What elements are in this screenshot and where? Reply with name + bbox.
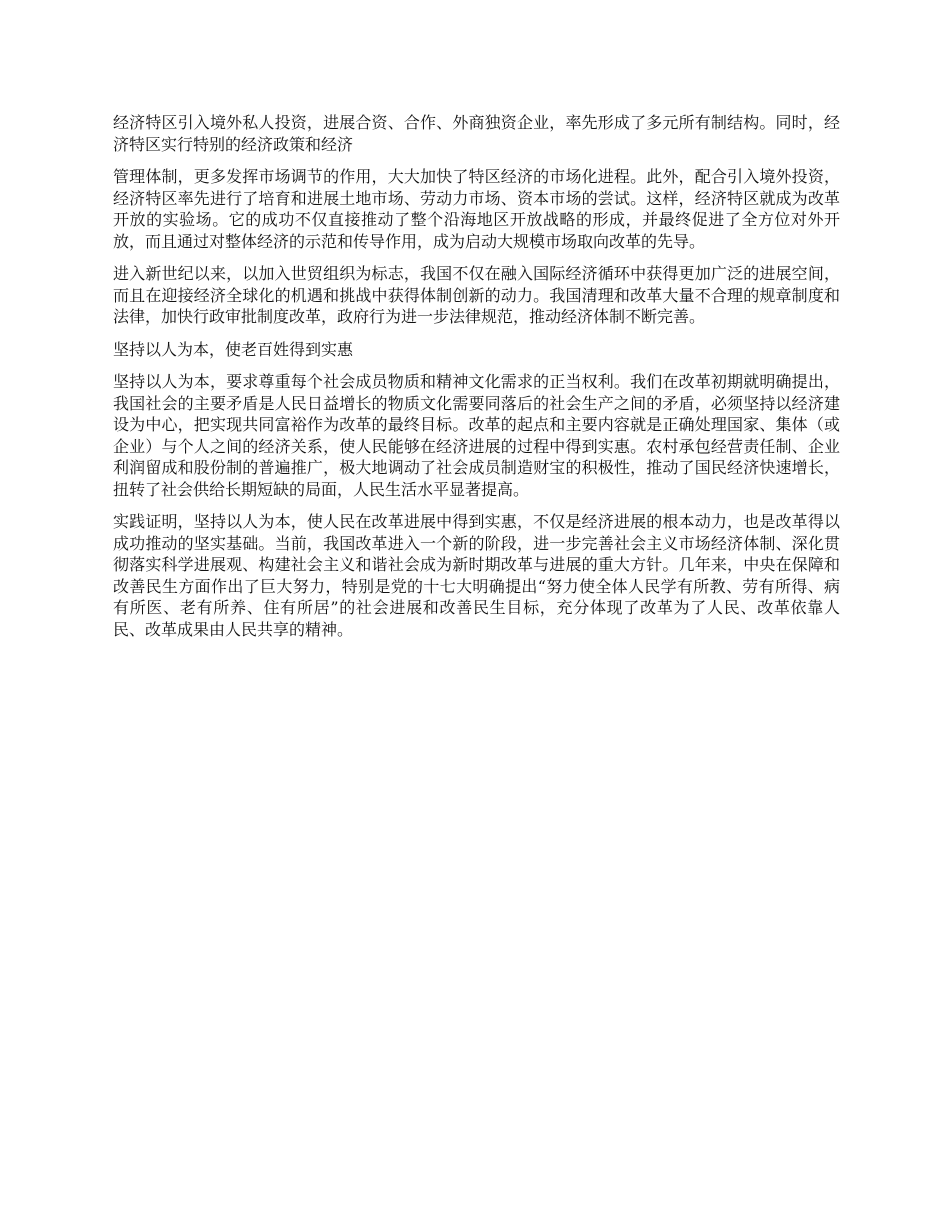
paragraph-new-century-wto: 进入新世纪以来，以加入世贸组织为标志，我国不仅在融入国际经济循环中获得更加广泛的进展空间，而且在迎接经济全球化的机遇和挑战中获得体制创新的动力。我国清理和改革大量不合理的规章制度和法律，加快行政审批制度改革，政府行为进一步法律规范，推动经济体制不断完善。: [113, 264, 840, 326]
paragraph-market-reform: 管理体制，更多发挥市场调节的作用，大大加快了特区经济的市场化进程。此外，配合引入境外投资，经济特区率先进行了培育和进展土地市场、劳动力市场、资本市场的尝试。这样，经济特区就成为改革开放的实验场。它的成功不仅直接推动了整个沿海地区开放战略的形成，并最终促进了全方位对外开放，而且通过对整体经济的示范和传导作用，成为启动大规模市场取向改革的先导。: [113, 167, 840, 251]
document-page: [113, 112, 840, 651]
paragraph-special-economic-zones: 经济特区引入境外私人投资，进展合资、合作、外商独资企业，率先形成了多元所有制结构。同时，经济特区实行特别的经济政策和经济: [113, 113, 840, 154]
section-heading-people-oriented: 坚持以人为本，使老百姓得到实惠: [113, 339, 354, 359]
paragraph-practice-proves: 实践证明，坚持以人为本，使人民在改革进展中得到实惠，不仅是经济进展的根本动力，也是改革得以成功推动的坚实基础。当前，我国改革进入一个新的阶段，进一步完善社会主义市场经济体制、深化贯彻落实科学进展观、构建社会主义和谐社会成为新时期改革与进展的重大方针。几年来，中央在保障和改善民生方面作出了巨大努力，特别是党的十七大明确提出“努力使全体人民学有所教、劳有所得、病有所医、老有所养、住有所居”的社会进展和改善民生目标，充分体现了改革为了人民、改革依靠人民、改革成果由人民共享的精神。: [113, 512, 840, 639]
paragraph-people-oriented: 坚持以人为本，要求尊重每个社会成员物质和精神文化需求的正当权利。我们在改革初期就明确提出，我国社会的主要矛盾是人民日益增长的物质文化需要同落后的社会生产之间的矛盾，必须坚持以经济建设为中心，把实现共同富裕作为改革的最终目标。改革的起点和主要内容就是正确处理国家、集体（或企业）与个人之间的经济关系，使人民能够在经济进展的过程中得到实惠。农村承包经营责任制、企业利润留成和股份制的普遍推广，极大地调动了社会成员制造财宝的积极性，推动了国民经济快速增长，扭转了社会供给长期短缺的局面，人民生活水平显著提高。: [113, 372, 840, 499]
